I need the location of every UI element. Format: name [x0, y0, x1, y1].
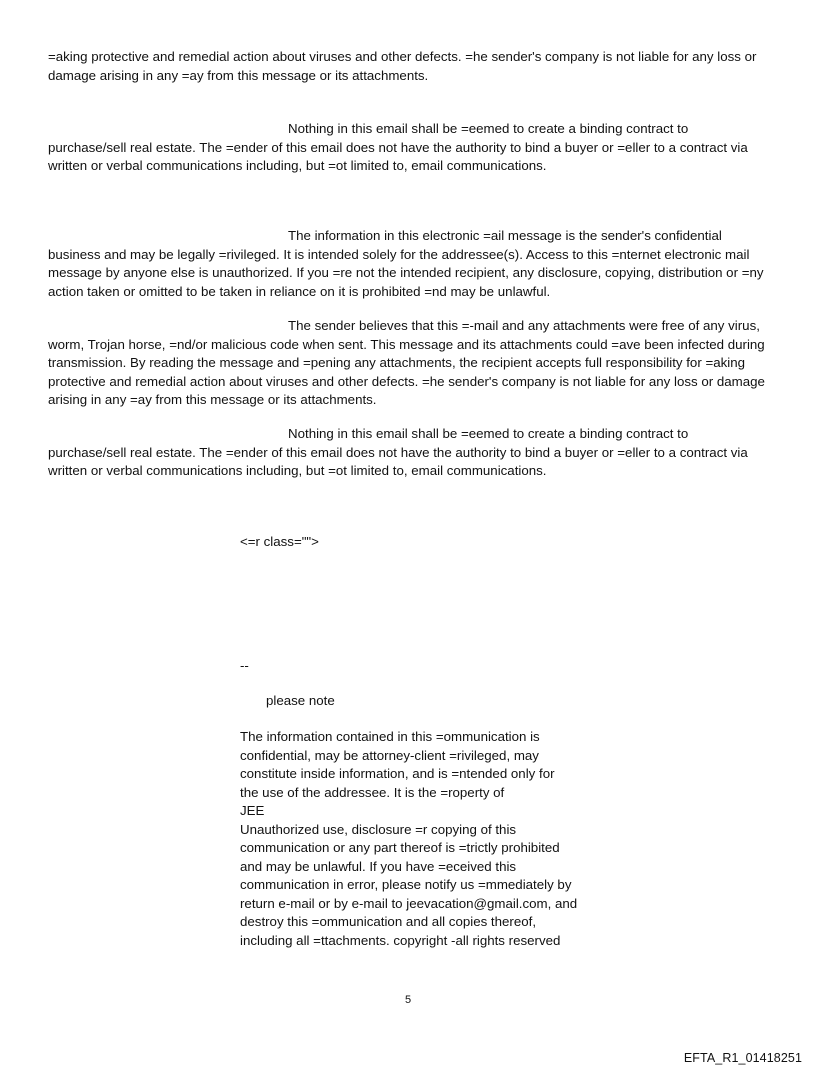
disclaimer-line: communication or any part thereof is =trictly prohibited: [240, 840, 560, 855]
paragraph-binding-contract: [48, 120, 770, 176]
paragraph-virus-disclaimer: [48, 317, 770, 410]
disclaimer-line: destroy this =ommunication and all copies thereof,: [240, 914, 537, 929]
paragraph-text: =aking protective and remedial action about viruses and other defects. =he sender's company is not liable for any loss or damage arising in any =ay from this message or its attachments.: [48, 49, 757, 83]
disclaimer-line: confidential, may be attorney-client =rivileged, may: [240, 747, 539, 763]
signature-disclaimer: [240, 728, 600, 950]
paragraph-confidential-info: [48, 227, 770, 301]
paragraph-lead: The sender believes that this =-mail and any attachments were free of any virus,: [288, 318, 760, 333]
disclaimer-line: Unauthorized use, disclosure =r copying of this: [240, 821, 517, 837]
paragraph-text: business and may be legally =rivileged. It is intended solely for the addressee(s). Access to this =nternet electronic mail message by anyone else is unauthorized. If you =re not the intended recipient, any disclosure, copying, distribution or =ny action taken or omitted to be taken in reliance on it is prohibited =nd may be unlawful.: [48, 246, 764, 299]
disclaimer-line: return e-mail or by e-mail to jeevacation@gmail.com, and: [240, 895, 578, 911]
paragraph-text: worm, Trojan horse, =nd/or malicious code when sent. This message and its attachments could =ave been infected during transmission. By reading the message and =pening any attachments, the recipient accepts full responsibility for =aking protective and remedial action about viruses and other defects. =he sender's company is not liable for any loss or damage arising in any =ay from this message or its attachments.: [48, 336, 765, 407]
paragraph-text: purchase/sell real estate. The =ender of this email does not have the authority to bind a buyer or =eller to a contract via written or verbal communications including, but =ot limited to, email communications.: [48, 139, 748, 173]
paragraph-text: purchase/sell real estate. The =ender of this email does not have the authority to bind a buyer or =eller to a contract via written or verbal communications including, but =ot limited to, email communications.: [48, 444, 748, 478]
disclaimer-line: the use of the addressee. It is the =roperty of: [240, 784, 505, 800]
signature-note-heading: please note: [266, 693, 335, 708]
paragraph-remedial-action: [48, 48, 770, 85]
document-id-footer: EFTA_R1_01418251: [683, 1051, 802, 1065]
html-artifact-line: <=r class="">: [240, 534, 319, 549]
paragraph-lead: Nothing in this email shall be =eemed to create a binding contract to: [288, 121, 689, 136]
disclaimer-line: including all =ttachments. copyright -all rights reserved: [240, 932, 561, 948]
page-number: 5: [404, 994, 412, 1006]
paragraph-lead: The information in this electronic =ail message is the sender's confidential: [288, 228, 722, 243]
signature-separator: --: [240, 658, 249, 673]
disclaimer-line: JEE: [240, 803, 265, 818]
disclaimer-line: constitute inside information, and is =ntended only for: [240, 766, 555, 781]
paragraph-lead: Nothing in this email shall be =eemed to create a binding contract to: [288, 426, 689, 441]
disclaimer-line: The information contained in this =ommunication is: [240, 729, 540, 744]
paragraph-binding-contract-repeat: [48, 425, 770, 481]
disclaimer-line: and may be unlawful. If you have =eceived this: [240, 858, 517, 874]
disclaimer-line: communication in error, please notify us =mmediately by: [240, 877, 572, 892]
